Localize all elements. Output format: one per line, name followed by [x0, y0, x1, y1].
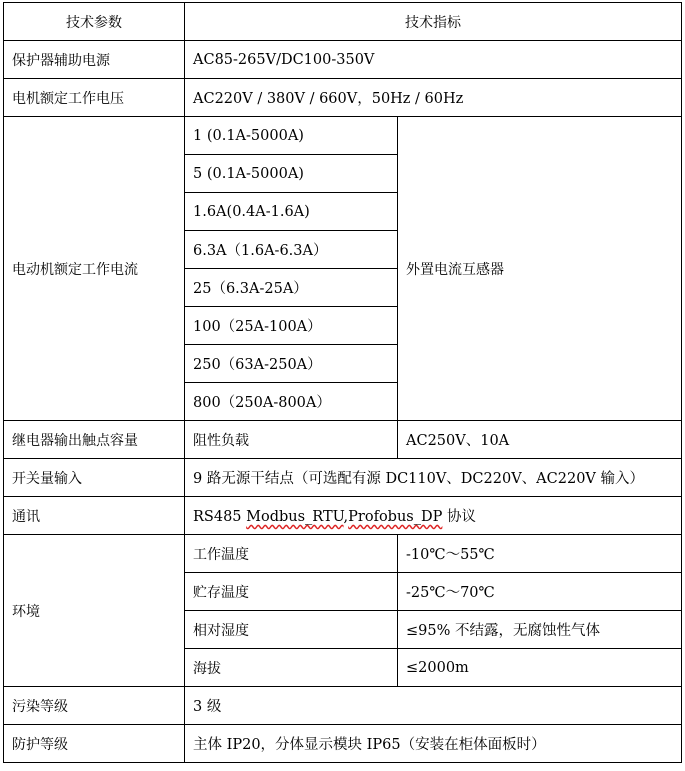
protection-label: 防护等级 — [4, 725, 185, 763]
env-name: 工作温度 — [185, 535, 398, 573]
switch-input-value: 9 路无源干结点（可选配有源 DC110V、DC220V、AC220V 输入） — [185, 459, 682, 497]
current-range: 1 (0.1A-5000A) — [185, 117, 398, 155]
env-value: ≤95% 不结露，无腐蚀性气体 — [398, 611, 682, 649]
comm-separator: , — [343, 509, 349, 525]
env-value: -25℃～70℃ — [398, 573, 682, 611]
table-row — [4, 497, 682, 535]
current-range: 5 (0.1A-5000A) — [185, 155, 398, 193]
env-name: 贮存温度 — [185, 573, 398, 611]
comm-suffix: 协议 — [442, 509, 476, 525]
comm-prefix: RS485 — [193, 509, 247, 525]
header-param: 技术参数 — [4, 3, 185, 41]
table-row — [4, 117, 682, 155]
env-value: -10℃～55℃ — [398, 535, 682, 573]
pollution-value: 3 级 — [185, 687, 682, 725]
protection-value: 主体 IP20，分体显示模块 IP65（安装在柜体面板时） — [185, 725, 682, 763]
motor-voltage-value: AC220V / 380V / 660V，50Hz / 60Hz — [185, 79, 682, 117]
header-row — [4, 3, 682, 41]
current-range: 250（63A-250A） — [185, 345, 398, 383]
comm-protocol-2: Profobus_DP — [348, 509, 443, 525]
relay-label: 继电器输出触点容量 — [4, 421, 185, 459]
comm-label: 通讯 — [4, 497, 185, 535]
switch-input-label: 开关量输入 — [4, 459, 185, 497]
current-range: 800（250A-800A） — [185, 383, 398, 421]
table-row — [4, 535, 682, 573]
env-value: ≤2000m — [398, 649, 682, 687]
env-name: 海拔 — [185, 649, 398, 687]
relay-value: AC250V、10A — [398, 421, 682, 459]
header-spec: 技术指标 — [185, 3, 682, 41]
aux-power-value: AC85-265V/DC100-350V — [185, 41, 682, 79]
pollution-label: 污染等级 — [4, 687, 185, 725]
current-range: 6.3A（1.6A-6.3A） — [185, 231, 398, 269]
table-row — [4, 79, 682, 117]
current-range: 25（6.3A-25A） — [185, 269, 398, 307]
motor-voltage-label: 电机额定工作电压 — [4, 79, 185, 117]
current-range: 100（25A-100A） — [185, 307, 398, 345]
relay-sub: 阻性负载 — [185, 421, 398, 459]
table-row — [4, 41, 682, 79]
table-row — [4, 421, 682, 459]
motor-current-note: 外置电流互感器 — [398, 117, 682, 421]
env-name: 相对湿度 — [185, 611, 398, 649]
table-row — [4, 725, 682, 763]
table-row — [4, 687, 682, 725]
comm-value — [185, 497, 682, 535]
current-range: 1.6A(0.4A-1.6A) — [185, 193, 398, 231]
spec-table — [3, 2, 682, 763]
table-row — [4, 459, 682, 497]
comm-protocol-1: Modbus_RTU — [246, 509, 344, 525]
env-label: 环境 — [4, 535, 185, 687]
motor-current-label: 电动机额定工作电流 — [4, 117, 185, 421]
aux-power-label: 保护器辅助电源 — [4, 41, 185, 79]
